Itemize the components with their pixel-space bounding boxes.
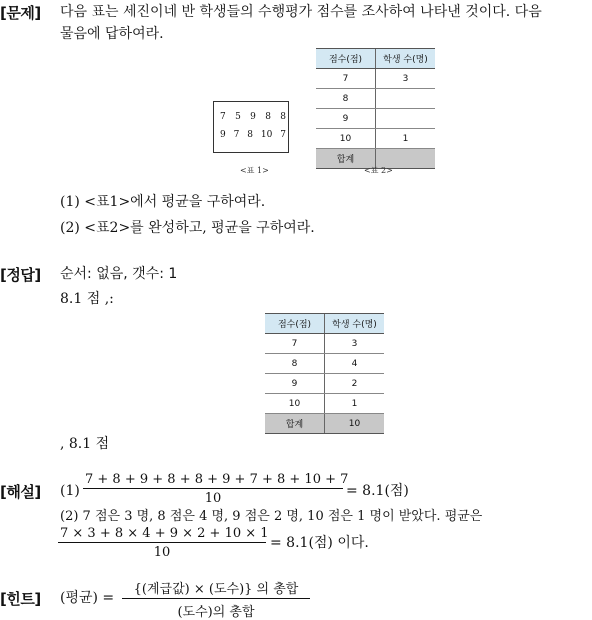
number-box-table-1: [213, 101, 289, 153]
header-students: 학생 수(명): [376, 49, 436, 69]
explanation-part2-text: (2) 7 점은 3 명, 8 점은 4 명, 9 점은 2 명, 10 점은 1 명이 받았다. 평균은: [60, 509, 483, 524]
hint-lhs: (평균) =: [60, 590, 115, 606]
cell-score: 7: [265, 334, 325, 354]
table-total-row: [265, 414, 384, 434]
answer-line-1: 순서: 없음, 갯수: 1: [60, 266, 178, 282]
explanation-part2-fraction: [58, 526, 269, 560]
explanation-part2-result: = 8.1(점) 이다.: [270, 535, 369, 551]
table-row: [265, 394, 384, 414]
cell-count: 3: [376, 69, 436, 89]
cell-score: 9: [265, 374, 325, 394]
table-row: [316, 129, 435, 149]
cell-score: 10: [265, 394, 325, 414]
explanation-part1-label: (1): [60, 483, 80, 499]
table-row: [316, 89, 435, 109]
cell-count: [376, 109, 436, 129]
answer-tag: [정답]: [0, 266, 41, 284]
problem-line-2: 물음에 답하여라.: [60, 26, 164, 42]
box-value: 9: [220, 130, 226, 140]
caption-table-2: <표 2>: [364, 166, 393, 175]
answer-score-table: [265, 313, 384, 434]
header-score: 점수(점): [265, 314, 325, 334]
cell-score: 8: [316, 89, 376, 109]
box-value: 7: [280, 130, 286, 140]
table-row: [316, 109, 435, 129]
answer-line-2: 8.1 점 ,:: [60, 291, 114, 307]
cell-total-value: 10: [325, 414, 385, 434]
problem-score-table: [316, 48, 435, 169]
cell-score: 8: [265, 354, 325, 374]
question-1: (1) <표1>에서 평균을 구하여라.: [60, 194, 266, 210]
table-header-row: [265, 314, 384, 334]
hint-fraction: [122, 578, 310, 620]
box-value: 8: [265, 112, 271, 122]
box-value: 7: [220, 112, 226, 122]
box-value: 5: [235, 112, 241, 122]
table-row: [316, 69, 435, 89]
problem-line-1: 다음 표는 세진이네 반 학생들의 수행평가 점수를 조사하여 나타낸 것이다. 다음: [60, 4, 542, 20]
caption-table-1: <표 1>: [240, 166, 269, 175]
box-value: 7: [233, 130, 240, 140]
cell-count: 4: [325, 354, 385, 374]
table-row: [265, 374, 384, 394]
cell-score: 7: [316, 69, 376, 89]
fraction-numerator: {(계급값) × (도수)} 의 총합: [122, 578, 310, 599]
cell-count: 1: [325, 394, 385, 414]
answer-line-3: , 8.1 점: [60, 436, 110, 452]
cell-count: [376, 89, 436, 109]
explanation-part1-result: = 8.1(점): [346, 483, 409, 499]
fraction-denominator: 10: [204, 491, 222, 506]
table-header-row: [316, 49, 435, 69]
header-students: 학생 수(명): [325, 314, 385, 334]
problem-tag: [문제]: [0, 4, 41, 22]
fraction-denominator: (도수)의 총합: [177, 605, 255, 620]
cell-score: 9: [316, 109, 376, 129]
cell-score: 10: [316, 129, 376, 149]
table-row: [265, 354, 384, 374]
explanation-part1-fraction: [83, 472, 349, 506]
explanation-tag: [해설]: [0, 483, 41, 501]
fraction-denominator: 10: [153, 545, 171, 560]
cell-count: 2: [325, 374, 385, 394]
header-score: 점수(점): [316, 49, 376, 69]
table-row: [265, 334, 384, 354]
box-value: 8: [247, 130, 253, 140]
box-value: 10: [260, 130, 273, 140]
fraction-numerator: 7 × 3 + 8 × 4 + 9 × 2 + 10 × 1: [60, 526, 269, 541]
cell-total-label: 합계: [316, 149, 376, 169]
hint-tag: [힌트]: [0, 590, 41, 608]
question-2: (2) <표2>를 완성하고, 평균을 구하여라.: [60, 220, 315, 236]
number-box-row-2: [220, 130, 286, 140]
cell-total-label: 합계: [265, 414, 325, 434]
cell-count: 1: [376, 129, 436, 149]
box-value: 9: [250, 112, 256, 122]
box-value: 8: [280, 112, 286, 122]
fraction-numerator: 7 + 8 + 9 + 8 + 8 + 9 + 7 + 8 + 10 + 7: [85, 472, 349, 487]
number-box-row-1: [220, 112, 286, 122]
cell-count: 3: [325, 334, 385, 354]
